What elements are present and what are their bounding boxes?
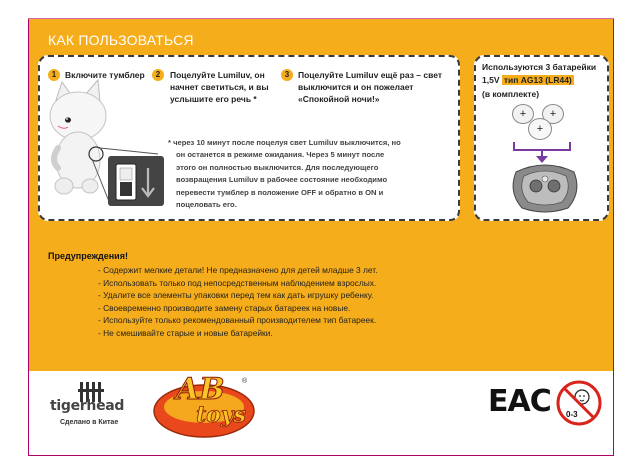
note-line-6: поцеловать его. — [176, 200, 237, 210]
battery-compartment-icon — [508, 162, 582, 214]
coin-cell-battery-icon: + — [512, 104, 534, 124]
switch-zoom-icon — [86, 142, 166, 214]
made-in-china: Сделано в Китае — [60, 419, 119, 426]
registered-mark: ® — [242, 378, 248, 385]
note-line-3: этого он полностью выключится. Для последующего — [176, 162, 379, 172]
warnings-list — [98, 264, 378, 340]
warning-item: - Содержит мелкие детали! Не предназначено для детей младше 3 лет. — [98, 265, 378, 275]
step-2-line-2: начнет светиться, и вы — [170, 82, 269, 92]
note-line-4: возвращения Lumiluv в рабочее состояние необходимо — [176, 175, 388, 185]
warnings-title: Предупреждения! — [48, 251, 128, 261]
step-3-text — [298, 69, 442, 105]
battery-type: тип AG13 (LR44) — [503, 75, 572, 85]
age-label: 0-3 — [566, 410, 578, 419]
step-1-text: Включите тумблер — [65, 70, 145, 80]
step-2-line-3: услышите его речь * — [170, 94, 257, 104]
step-2-text — [170, 69, 269, 105]
warning-item: - Не смешивайте старые и новые батарейки. — [98, 327, 273, 338]
not-for-children-under-3-icon — [556, 380, 602, 426]
step-3-number: 3 — [281, 69, 293, 81]
warning-item: - Своевременно производите замену старых батареек на новые. — [98, 302, 351, 313]
step-3-line-1: Поцелуйте Lumiluv ещё раз – свет — [298, 70, 442, 80]
coin-cell-battery-icon: + — [542, 104, 564, 124]
battery-line-1: Используются 3 батарейки — [482, 62, 597, 72]
step-2-number: 2 — [152, 69, 164, 81]
note-line-2: он останется в режиме ожидания. Через 5 минут после — [176, 150, 385, 160]
page-frame-top — [28, 18, 614, 19]
warning-item: - Использовать только под непосредственным наблюдением взрослых. — [98, 277, 377, 288]
eac-mark: ЕАС — [488, 384, 551, 419]
step-1-number: 1 — [48, 69, 60, 81]
note-line-1: * через 10 минут после поцелуя свет Lumiluv выключится, но — [168, 138, 401, 147]
tigerhead-logo-text: tigerhead — [50, 398, 125, 414]
step-2-line-1: Поцелуйте Lumiluv, он — [170, 70, 265, 80]
insert-arrow-icon — [510, 140, 574, 164]
note-line-5: перевести тумблер в положение OFF и обратно в ON и — [176, 187, 384, 197]
battery-line-3: (в комплекте) — [482, 89, 540, 99]
timer-note — [168, 137, 450, 211]
ab-logo-text: AB — [176, 372, 225, 407]
coin-cell-battery-icon: + — [528, 118, 552, 140]
warning-item: - Используйте только рекомендованный производителем тип батареек. — [98, 315, 377, 326]
toys-logo-text: toys — [196, 402, 247, 428]
battery-voltage: 1,5V — [482, 75, 502, 85]
warning-item: - Удалите все элементы упаковки перед тем как дать игрушку ребенку. — [98, 290, 374, 301]
page-title: КАК ПОЛЬЗОВАТЬСЯ — [48, 32, 194, 48]
battery-line-2 — [482, 74, 574, 86]
step-3-line-2: выключится и он пожелает — [298, 82, 414, 92]
step-3-line-3: «Спокойной ночи!» — [298, 94, 380, 104]
